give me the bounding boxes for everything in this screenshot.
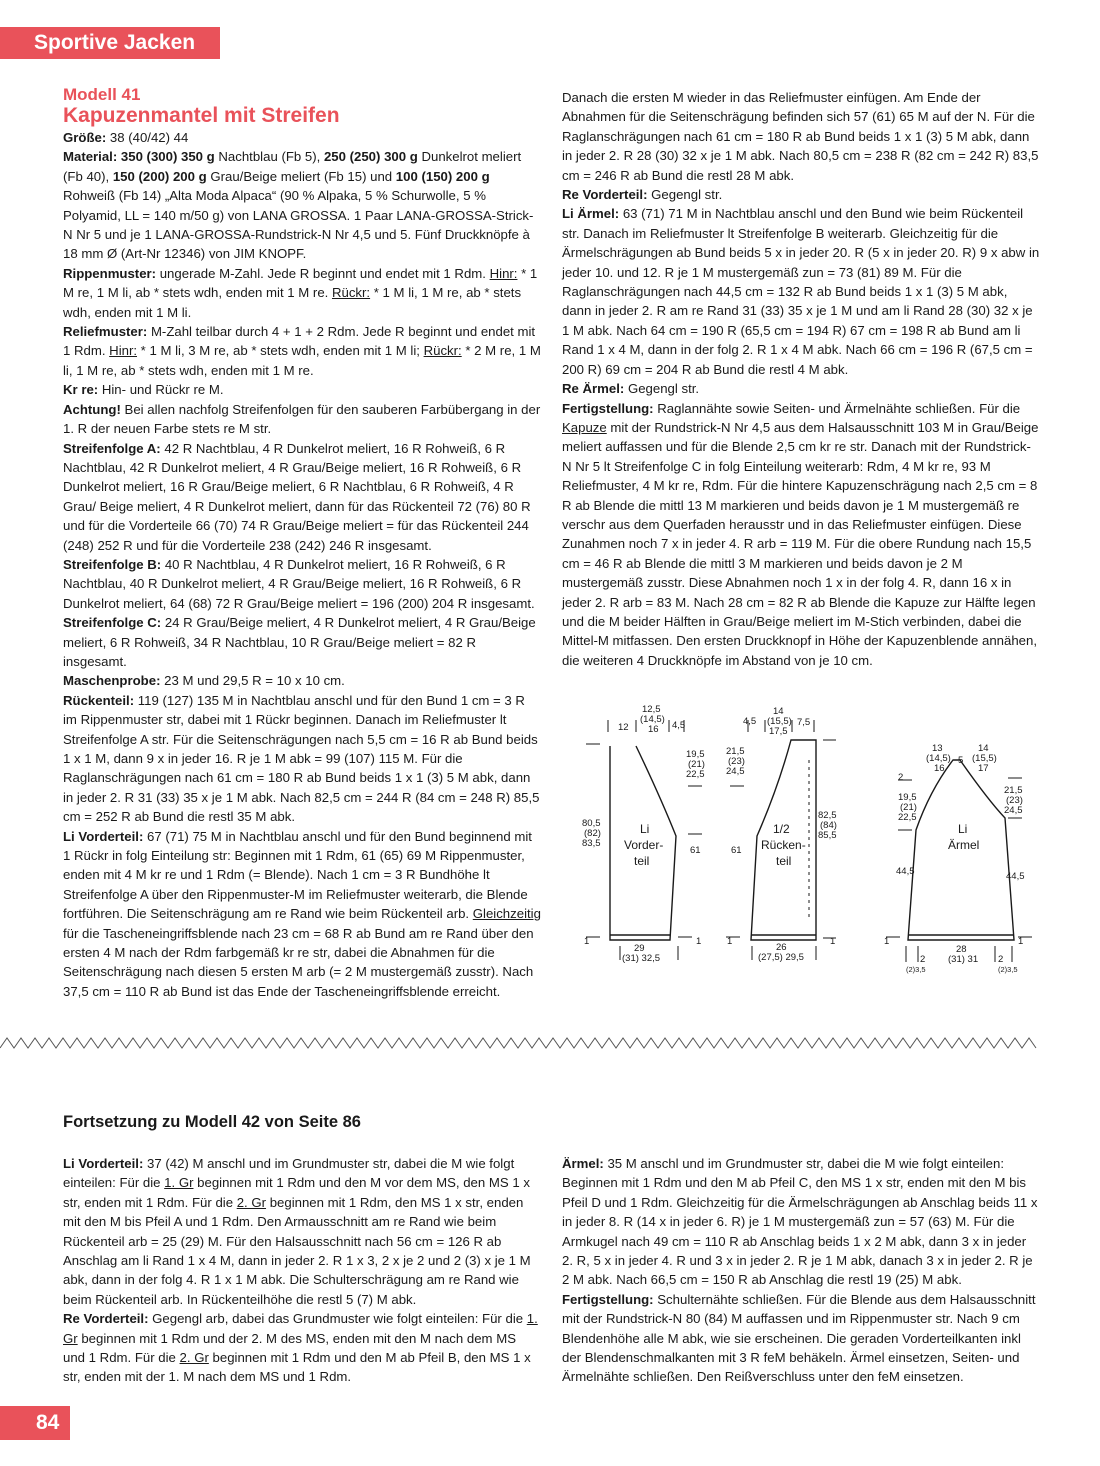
paragraph-text: beginnen mit 1 Rdm und den M ab Pfeil B, den MS 1 x str, enden mit der 1. M nach dem MS und 1 Rdm. (63, 1350, 531, 1385)
paragraph (63, 380, 541, 399)
front-top-c: 16 (648, 724, 659, 735)
front-raglan-a: 19,5 (686, 749, 705, 760)
paragraph-text: 38 (40/42) 44 (106, 130, 189, 145)
back-name-3: teil (776, 854, 792, 868)
paragraph-label: Kr re: (63, 382, 99, 398)
paragraph (562, 399, 1040, 671)
front-top-12: 12 (618, 722, 629, 733)
paragraph-label: Material: 350 (300) 350 g (63, 149, 215, 165)
paragraph-text: 42 R Nachtblau, 4 R Dunkelrot meliert, 16 R Rohweiß, 6 R Nachtblau, 42 R Dunkelrot meliert, 4 R Grau/Beige meliert, 16 R Rohweiß, 6 R Dunkelrot meliert, 16 R Grau/Beige meliert, 6 R Nachtblau, 6 R Rohweiß, 4 R Grau/ Beige meliert, 4 R Dunkelrot meliert, dann für das Rückenteil 72 (76) 80 R und für die Vorderteile 66 (70) 74 R Grau/Beige meliert = für das Rückenteil 244 (248) 252 R und für die Vorderteile 238 (242) 246 R insgesamt. (63, 440, 531, 553)
sleeve-top-left-c: 16 (934, 763, 945, 774)
paragraph-text: 119 (127) 135 M in Nachtblau anschl und für den Bund 1 cm = 3 R im Rippenmuster str, dabei mit 1 Rückr beginnen. Danach im Reliefmuster lt Streifenfolge A str. Für die Seitenschrägungen nach 5,5 cm = 16 R ab Bund beids 1 x 1 M, dann 9 x in jeder 16. R je 1 M abk = 99 (107) 115 M. Für die Raglanschrägungen nach 61 cm = 180 R ab Bund beids 1 x 1 (3) 5 M abk, dann in jeder 2. R 31 (33) 35 x je 1 M abk. Nach 82,5 cm = 244 R (84 cm = 248 R) 85,5 cm = 252 R ab Bund die restl 35 M abk. (63, 692, 540, 825)
sleeve-raglan-right-a: 21,5 (1004, 785, 1023, 796)
paragraph-text: Gegengl str. (624, 381, 700, 397)
front-name-2: Vorder- (624, 838, 664, 852)
paragraph-text: 2. Gr (236, 1194, 267, 1210)
paragraph-text: Hinr: (109, 343, 138, 359)
sleeve-bottom-side-l1: 2 (920, 954, 926, 965)
front-bottom-b: (31) 32,5 (622, 953, 661, 964)
paragraph-label: Fertigstellung: (562, 400, 654, 416)
paragraph-text: Danach die ersten M wieder in das Reliefmuster einfügen. Am Ende der Abnahmen für die Seitenschrägung befinden sich 57 (61) 65 M auf der N. Für die Raglanschrägungen nach 61 cm = 180 R ab Bund beids 1 x 1 (3) 5 M abk, dann in jeder 2. R 28 (30) 32 x je 1 M abk. Nach 80,5 cm = 238 R (82 cm = 242 R) 83,5 cm = 246 R ab Bund die restl 28 M abk. (562, 90, 1039, 183)
schematic-diagram (568, 700, 1043, 980)
paragraph-text: ungerade M-Zahl. Jede R beginnt und endet mit 1 Rdm. (156, 265, 490, 281)
sleeve-top-right-b: (15,5) (972, 753, 997, 764)
sleeve-top-right-c: 17 (978, 763, 989, 774)
continuation-title: Fortsetzung zu Modell 42 von Seite 86 (63, 1113, 361, 1131)
paragraph-label: Li Ärmel: (562, 206, 620, 222)
paragraph-text: Gegengl arb, dabei das Grundmuster wie folgt einteilen: Für die (148, 1311, 527, 1327)
front-band-l: 1 (584, 936, 590, 947)
paragraph-text: 1. Gr (164, 1175, 194, 1191)
paragraph-text: * 2 M re, 1 M li, 1 M re, ab * stets wdh, enden mit 1 M re. (63, 343, 541, 378)
paragraph (63, 555, 541, 613)
paragraph (63, 827, 541, 1002)
paragraph-label: Rippenmuster: (63, 265, 157, 281)
paragraph-text: Hin- und Rückr re M. (98, 382, 224, 398)
back-bottom-b: (27,5) 29,5 (758, 952, 804, 963)
sleeve-top-left-a: 13 (932, 743, 943, 754)
left-column (63, 86, 541, 1001)
page-number-text: 84 (36, 1411, 60, 1434)
front-height-b: (82) (584, 828, 601, 839)
sleeve-top-mid: 5 (958, 755, 964, 766)
back-raglan-c: 24,5 (726, 766, 745, 777)
front-height-c: 83,5 (582, 838, 601, 849)
paragraph-text: Rückr: (331, 285, 371, 301)
paragraph (63, 1309, 541, 1387)
paragraph-text: 35 M anschl und im Grundmuster str, dabei die M wie folgt einteilen: Beginnen mit 1 Rdm und den M ab Pfeil C, den MS 1 x str, enden mit den M bis Pfeil D und 1 Rdm. Gleichzeitig für die Ärmelschrägungen ab Anschlag beids 11 x in jeder 8. R (14 x in jeder 6. R) je 1 M mustergemäß zun = 57 (63) M. Für die Armkugel nach 49 cm = 110 R ab Anschlag beids 1 x 2 M abk, dann 3 x in jeder 2. R, 5 x in jeder 4. R und 3 x in jeder 2. R je 1 M abk, danach 3 x in jeder 2. R je 2 M abk. Nach 66,5 cm = 150 R ab Anschlag die restl 19 (25) M abk. (562, 1156, 1038, 1288)
back-height-b: (84) (820, 820, 837, 831)
paragraph-text: Rohweiß (Fb 14) „Alta Moda Alpaca“ (90 % Alpaka, 5 % Schurwolle, 5 % Polyamid, LL = 140 m/50 g) von LANA GROSSA. 1 Paar LANA-GROSSA-Strick-N Nr 5 und je 1 LANA-GROSSA-Rundstrick-N Nr 4,5 und 5. Fünf Druckknöpfe à 18 mm Ø (Art-Nr 12346) von JIM KNOPF. (63, 188, 534, 262)
sleeve-bottom-b: (31) 31 (948, 954, 979, 965)
sleeve-name-2: Ärmel (948, 838, 980, 852)
front-top-d: 4,5 (672, 720, 686, 731)
back-height-c: 85,5 (818, 830, 837, 841)
zigzag-divider (0, 1036, 1100, 1052)
paragraph (63, 691, 541, 827)
sleeve-raglan-left-a: 19,5 (898, 792, 917, 803)
paragraph-text: Dunkelrot meliert (Fb 40), (63, 149, 522, 184)
sleeve-top-left-b: (14,5) (926, 753, 951, 764)
right-paragraphs (562, 88, 1040, 670)
paragraph-label: Streifenfolge C: (63, 615, 162, 631)
paragraph-text: Nachtblau (Fb 5), (214, 149, 324, 165)
front-raglan-c: 22,5 (686, 769, 705, 780)
front-name-1: Li (640, 822, 650, 836)
paragraph-label: Rückenteil: (63, 692, 135, 708)
back-band-l: 1 (727, 936, 733, 947)
paragraph (63, 128, 541, 147)
paragraph-label: Li Vorderteil: (63, 828, 144, 844)
paragraph-label: 150 (200) 200 g (112, 168, 207, 184)
paragraph-text: 37 (42) M anschl und im Grundmuster str, dabei die M wie folgt einteilen: Für die (63, 1156, 515, 1191)
back-raglan-a: 21,5 (726, 746, 745, 757)
paragraph (63, 400, 541, 439)
section-title: Sportive Jacken (34, 31, 196, 54)
sleeve-raglan-right-c: 24,5 (1004, 805, 1023, 816)
cont-left-paragraphs (63, 1154, 541, 1387)
paragraph-text: 2. Gr (179, 1350, 209, 1366)
paragraph (63, 147, 541, 263)
sleeve-bottom-a: 28 (956, 944, 967, 955)
paragraph-label: Streifenfolge B: (63, 556, 162, 572)
paragraph-text: 23 M und 29,5 R = 10 x 10 cm. (160, 673, 345, 689)
front-height-a: 80,5 (582, 818, 601, 829)
paragraph-label: Streifenfolge A: (63, 440, 161, 456)
paragraph-text: beginnen mit 1 Rdm und der 2. M des MS, enden mit den M nach dem MS und 1 Rdm. Für die (63, 1330, 516, 1366)
left-paragraphs (63, 128, 541, 1001)
paragraph-label: 100 (150) 200 g (395, 168, 490, 184)
back-bottom-a: 26 (776, 942, 787, 953)
paragraph (63, 322, 541, 380)
paragraph-label: Achtung! (63, 401, 121, 417)
paragraph (63, 439, 541, 555)
paragraph-text: beginnen mit 1 Rdm und den M vor dem MS, den MS 1 x str, enden mit 1 Rdm. Für die (63, 1175, 530, 1210)
paragraph-text: 67 (71) 75 M in Nachtblau anschl und für den Bund beginnend mit 1 Rückr in folg Einteilung str: Beginnen mit 1 Rdm, 61 (65) 69 M Rippenmuster, enden mit 4 M kr re und 1 Rdm (= Blende). Nach 1 cm = 3 R Bundhöhe lt Streifenfolge A über den Rippenmuster-M im Reliefmuster weiterarb, die Blende fortführen. Die Seitenschrägung am re Rand wie beim Rückenteil arb. (63, 828, 532, 922)
page-number (0, 1406, 70, 1440)
paragraph-label: Li Vorderteil: (63, 1156, 144, 1171)
front-bottom-a: 29 (634, 943, 645, 954)
paragraph-text: Raglannähte sowie Seiten- und Ärmelnähte schließen. Für die (653, 400, 1021, 416)
back-band-r: 1 (830, 936, 836, 947)
paragraph-label: Maschenprobe: (63, 673, 161, 689)
paragraph-text: Schulternähte schließen. Für die Blende aus dem Halsausschnitt mit der Rundstrick-N 80 (84) M auffassen und im Rippenmuster str. Nach 9 cm Blendenhöhe alle M abk, wie sie erscheinen. Die geraden Vorderteilkanten inkl der Blendenschmalkanten mit 3 R feM behäkeln. Ärmel einsetzen, Seiten- und Ärmelnähte schließen. Den Reißverschluss unter den feM einsetzen. (562, 1291, 1036, 1385)
paragraph (562, 185, 1040, 204)
back-raglan-b: (23) (728, 756, 745, 767)
paragraph-text: * 1 M li, 1 M re, ab * stets wdh, enden mit 1 M li. (63, 285, 522, 320)
paragraph (562, 379, 1040, 398)
back-top-d: 17,5 (769, 726, 788, 737)
sleeve-raglan-right-b: (23) (1006, 795, 1023, 806)
paragraph-text: Hinr: (489, 265, 518, 281)
front-band-r: 1 (696, 936, 702, 947)
paragraph (562, 88, 1040, 185)
sleeve-name-1: Li (958, 822, 968, 836)
paragraph-text: Kapuze (562, 419, 607, 435)
paragraph (63, 613, 541, 671)
paragraph-text: * 1 M li, 3 M re, ab * stets wdh, enden mit 1 M li; (137, 343, 424, 359)
paragraph-text: Bei allen nachfolg Streifenfolgen für den sauberen Farbübergang in der 1. R der neuen Farbe stets re M str. (63, 401, 541, 437)
sleeve-raglan-left-b: (21) (900, 802, 917, 813)
paragraph (63, 264, 541, 322)
paragraph-text: 24 R Grau/Beige meliert, 4 R Dunkelrot meliert, 4 R Grau/Beige meliert, 6 R Rohweiß, 34 R Nachtblau, 10 R Grau/Beige meliert = 82 R insgesamt. (63, 615, 536, 669)
paragraph-label: Re Vorderteil: (63, 1311, 149, 1327)
paragraph-text: 63 (71) 71 M in Nachtblau anschl und den Bund wie beim Rückenteil str. Danach im Reliefmuster lt Streifenfolge B weiterarb. Gleichzeitig für die Ärmelschrägungen ab Bund beids 5 x in jeder 20. R (5 x in jeder 20. R) 9 x abw in jeder 10. und 12. R je 1 M mustergemäß zun = 73 (81) 89 M. Für die Raglanschrägungen nach 44,5 cm = 132 R ab Bund beids 1 x 1 (3) 5 M abk, dann in jeder 2. R am re Rand 31 (33) 35 x je 1 M und am li Rand 28 (30) 32 x je 1 M abk. Nach 64 cm = 190 R (65,5 cm = 194 R) 67 cm = 198 R ab Bund am li Rand 1 x 4 M, dann in der folg 2. R 1 x 4 M abk. Nach 66 cm = 196 R (67,5 cm = 200 R) 69 cm = 204 R ab Bund die restl 4 M abk. (562, 206, 1040, 377)
sleeve-small-left: 2 (898, 772, 904, 783)
continuation-left-column (63, 1154, 541, 1387)
front-raglan-b: (21) (688, 759, 705, 770)
back-side-61: 61 (731, 845, 742, 856)
section-tag (0, 27, 220, 59)
sleeve-top-right-a: 14 (978, 743, 989, 754)
paragraph-label: Re Ärmel: (562, 381, 625, 397)
front-top-a: 12,5 (642, 704, 661, 715)
sleeve-bottom-side-r1: 2 (998, 954, 1004, 965)
paragraph-text: Gleichzeitig (472, 906, 541, 922)
model-title: Kapuzenmantel mit Streifen (63, 104, 340, 127)
paragraph-label: Reliefmuster: (63, 324, 148, 340)
front-top-b: (14,5) (640, 714, 665, 725)
paragraph-text: Rückr: (423, 343, 462, 359)
paragraph-text: * 1 M re, 1 M li, ab * stets wdh, enden mit 1 M re. (63, 265, 538, 301)
paragraph (63, 671, 541, 690)
paragraph-text: Gegengl str. (647, 187, 723, 203)
back-top-e: 7,5 (797, 717, 811, 728)
paragraph-text: 1. Gr (63, 1311, 538, 1346)
right-column (562, 88, 1040, 670)
paragraph-label: 250 (250) 300 g (323, 149, 418, 165)
paragraph (562, 1154, 1040, 1290)
back-top-c: (15,5) (767, 716, 792, 727)
paragraph-text: beginnen mit 1 Rdm, den MS 1 x str, enden mit den M bis Pfeil A und 1 Rdm. Den Armausschnitt am re Rand wie beim Rückenteil arb = 25 (29) M. Für den Halsausschnitt nach 56 cm = 126 R ab Anschlag am li Rand 1 x 4 M, dann in jeder 2. R 1 x 3, 2 x je 2 und 2 (3) x je 1 M abk, dann in der folg 4. R 1 x 1 M abk. Die Schulterschrägung am re Rand wie beim Rückenteil arb. In Rückenteilhöhe die restl 5 (7) M abk. (63, 1194, 531, 1307)
back-name-2: Rücken- (761, 838, 806, 852)
paragraph (63, 1154, 541, 1309)
sleeve-band-r: 1 (1018, 936, 1024, 947)
sleeve-bottom-side-l2: (2)3,5 (906, 965, 926, 974)
back-name-1: 1/2 (773, 822, 790, 836)
continuation-right-column (562, 1154, 1040, 1387)
front-side-61: 61 (690, 845, 701, 856)
paragraph-text: M-Zahl teilbar durch 4 + 1 + 2 Rdm. Jede R beginnt und endet mit 1 Rdm. (63, 324, 536, 359)
cont-right-paragraphs (562, 1154, 1040, 1387)
paragraph-text: 40 R Nachtblau, 4 R Dunkelrot meliert, 16 R Rohweiß, 6 R Nachtblau, 40 R Dunkelrot meliert, 4 R Grau/Beige meliert, 16 R Rohweiß, 6 R Dunkelrot meliert, 64 (68) 72 R Grau/Beige meliert = 196 (200) 204 R insgesamt. (63, 556, 535, 611)
paragraph-text: Grau/Beige meliert (Fb 15) und (206, 168, 396, 184)
back-top-a: 4,5 (743, 716, 757, 727)
paragraph-label: Ärmel: (562, 1156, 604, 1171)
back-top-b: 14 (773, 706, 784, 717)
paragraph-label: Re Vorderteil: (562, 187, 648, 203)
front-name-3: teil (634, 854, 650, 868)
paragraph-label: Größe: (63, 130, 107, 145)
paragraph-text: für die Tascheneingriffsblende nach 23 cm = 68 R ab Bund am re Rand über den ersten 4 M nach der Rdm farbgemäß kr re str, dabei die Abnahmen für die Seitenschrägung nach diesen 5 ersten M arb (= 2 M mustergemäß zusstr). Nach 37,5 cm = 110 R ab Bund ist das Ende der Tascheneingriffsblende erreicht. (63, 925, 534, 999)
paragraph-label: Fertigstellung: (562, 1291, 654, 1307)
paragraph (562, 1290, 1040, 1387)
sleeve-side-left: 44,5 (896, 866, 915, 877)
model-number: Modell 41 (63, 85, 141, 104)
paragraph-text: mit der Rundstrick-N Nr 4,5 aus dem Halsausschnitt 103 M in Grau/Beige meliert auffassen und für die Blende 2,5 cm kr re str. Danach mit der Rundstrick-N Nr 5 lt Streifenfolge C in folg Einteilung weiterarb: Rdm, 4 M kr re, 93 M Reliefmuster, 4 M kr re, Rdm. Für die hintere Kapuzenschrägung nach 2,5 cm = 8 R ab Blende die mittl 13 M markieren und beids davon je 1 M mustergemäß re verschr aus dem Querfaden herausstr und in das Reliefmuster einfügen. Diese Zunahmen noch 7 x in jeder 4. R arb = 119 M. Für die obere Rundung nach 15,5 cm = 46 R ab Blende die mittl 3 M markieren und beids davon je 2 M mustergemäß zusstr. Diese Abnahmen noch 1 x in der folg 4. R, dann 16 x in jeder 2. R arb = 83 M. Nach 28 cm = 82 R ab Blende die Kapuze zur Hälfte legen und die M beider Hälften in Grau/Beige meliert im M-Stich verbinden, dabei die Mittel-M mitfassen. Den ersten Druckknopf in Höhe der Kapuzenblende annähen, die weiteren 4 Druckknöpfe im Abstand von je 10 cm. (562, 419, 1039, 668)
sleeve-bottom-side-r2: (2)3,5 (998, 965, 1018, 974)
sleeve-side-right: 44,5 (1006, 871, 1025, 882)
sleeve-band-l: 1 (884, 936, 890, 947)
sleeve-raglan-left-c: 22,5 (898, 812, 917, 823)
paragraph (562, 204, 1040, 379)
back-height-a: 82,5 (818, 810, 837, 821)
